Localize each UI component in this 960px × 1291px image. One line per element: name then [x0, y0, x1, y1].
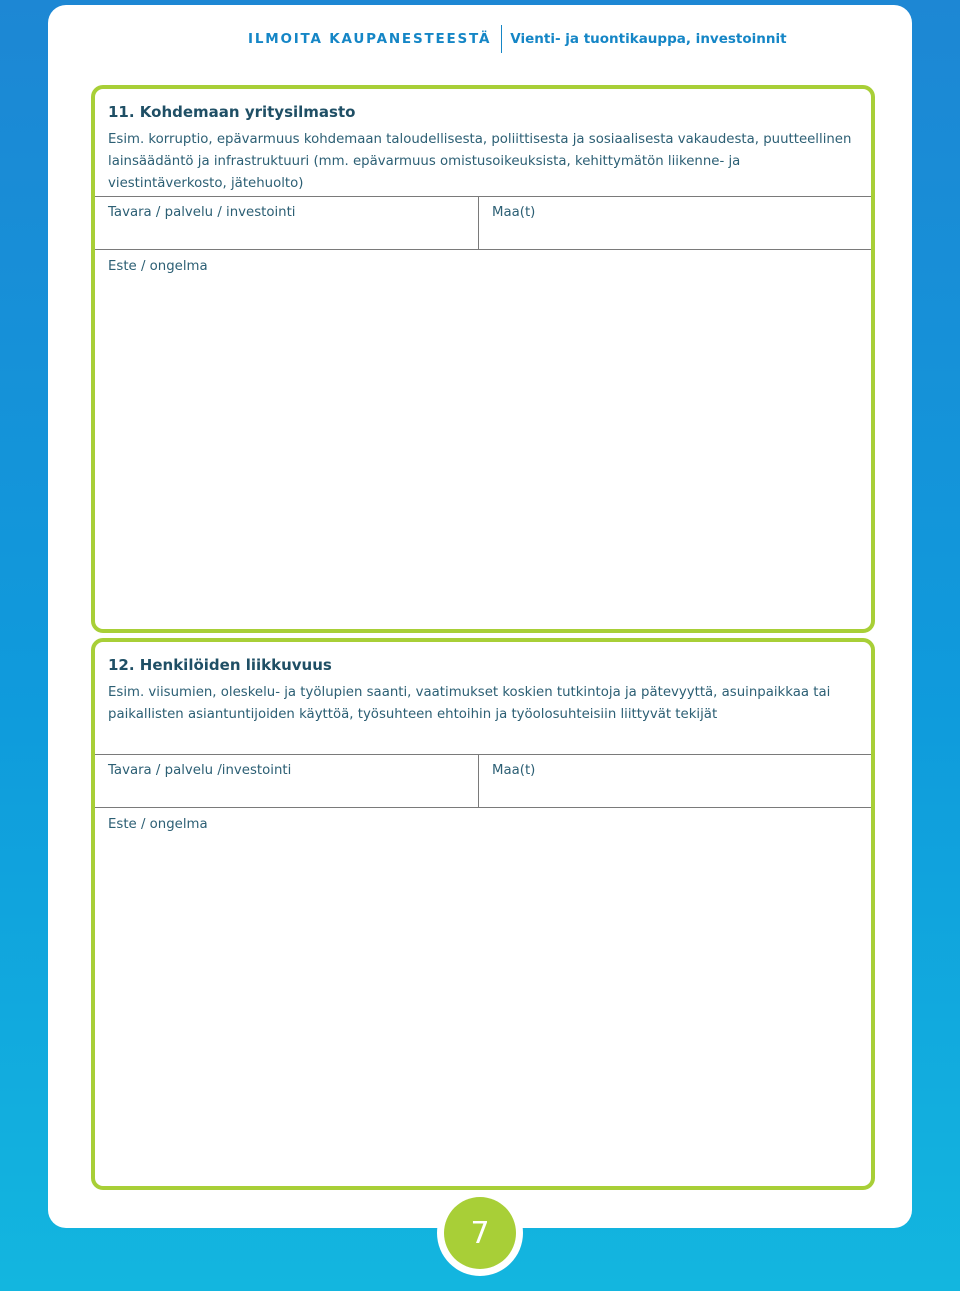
section-title: 12. Henkilöiden liikkuvuus — [108, 656, 332, 674]
page-number-badge — [437, 1190, 523, 1276]
goods-label: Tavara / palvelu / investointi — [108, 205, 296, 220]
countries-label: Maa(t) — [492, 205, 536, 220]
section-mobility — [91, 638, 875, 1190]
section-title: 11. Kohdemaan yritysilmasto — [108, 103, 356, 121]
page-header — [248, 25, 787, 53]
goods-field[interactable] — [95, 197, 479, 249]
issue-label: Este / ongelma — [108, 259, 208, 274]
header-divider — [501, 25, 502, 53]
goods-field[interactable] — [95, 755, 479, 807]
form-row — [95, 196, 871, 250]
section-description: Esim. viisumien, oleskelu- ja työlupien saanti, vaatimukset koskien tutkintoja ja pätevyyttä, asuinpaikkaa tai paikallisten asiantuntijoiden käyttöä, työsuhteen ehtoihin ja työolosuhteisiin liittyvät tekijät — [108, 685, 831, 722]
issue-label: Este / ongelma — [108, 817, 208, 832]
page-sheet — [48, 5, 912, 1228]
header-subtitle: Vienti- ja tuontikauppa, investoinnit — [510, 31, 787, 47]
countries-label: Maa(t) — [492, 763, 536, 778]
section-business-climate — [91, 85, 875, 633]
goods-label: Tavara / palvelu /investointi — [108, 763, 292, 778]
page-number: 7 — [444, 1197, 516, 1269]
form-row — [95, 754, 871, 808]
countries-field[interactable] — [479, 197, 871, 249]
countries-field[interactable] — [479, 755, 871, 807]
brand-title: ILMOITA KAUPANESTEESTÄ — [248, 31, 492, 47]
section-description: Esim. korruptio, epävarmuus kohdemaan taloudellisesta, poliittisesta ja sosiaalisesta vakaudesta, puutteellinen lainsäädäntö ja infrastruktuuri (mm. epävarmuus omistusoikeuksista, kehittymätön liikenne- ja viestintäverkosto, jätehuolto) — [108, 132, 852, 191]
